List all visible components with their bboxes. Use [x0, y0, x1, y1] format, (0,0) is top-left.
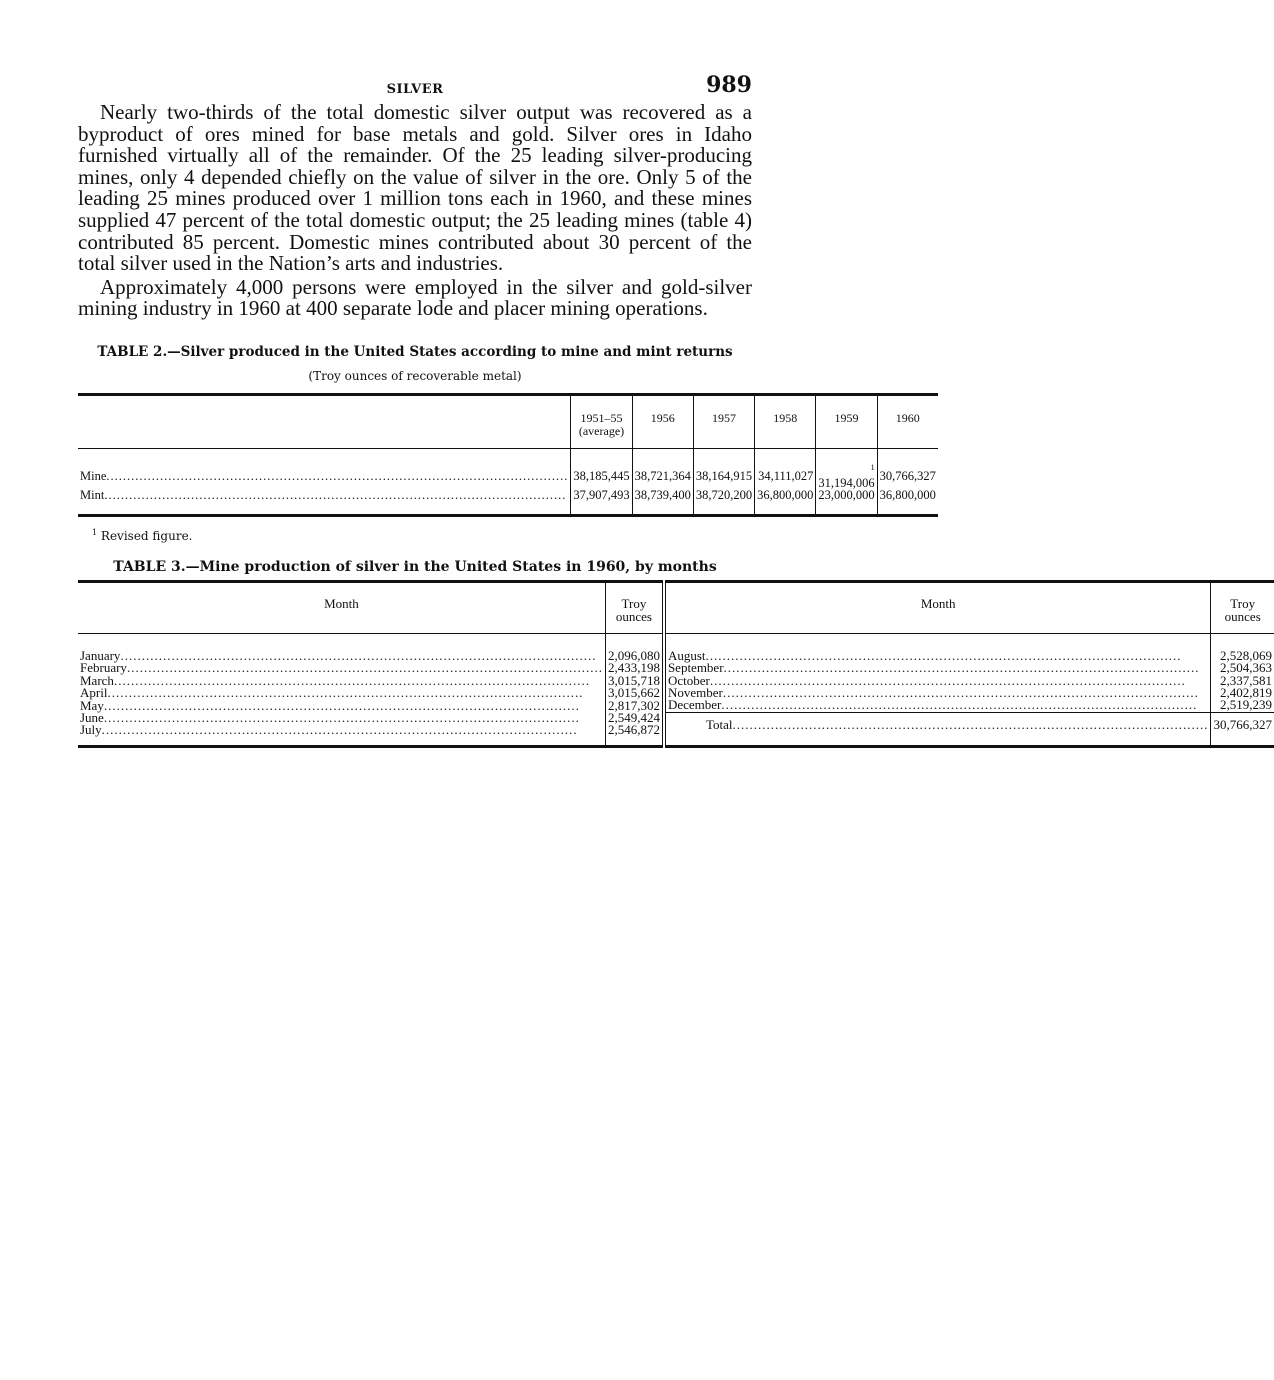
row-label: Mint .....: [80, 489, 568, 501]
table-cell: 38,164,915: [693, 448, 754, 489]
total-value: 30,766,327: [1211, 712, 1274, 746]
table2-subcaption: (Troy ounces of recoverable metal): [308, 368, 522, 383]
table-cell: 38,720,200: [693, 489, 754, 516]
table-cell: 23,000,000: [816, 489, 877, 516]
table-cell: 2,433,198: [605, 662, 664, 674]
table-cell: 2,549,424: [605, 712, 664, 724]
table3-header-ounces: Troy ounces: [1211, 582, 1274, 634]
table-row: [78, 634, 1274, 663]
running-title: SILVER: [386, 82, 444, 97]
table-cell: 2,337,581: [1211, 675, 1274, 687]
table-cell: 2,519,239: [1211, 699, 1274, 712]
row-label: Mine .....: [80, 470, 568, 482]
table-cell: 2,528,069: [1211, 634, 1274, 663]
table2-header-col: 1959: [816, 394, 877, 448]
month-label: November .....: [668, 687, 1209, 699]
month-label: January .....: [80, 650, 603, 662]
table2-header-blank: [78, 394, 571, 448]
table-cell: 2,546,872: [605, 724, 664, 746]
table3-header-month: Month: [664, 582, 1211, 634]
table-cell: 36,800,000: [877, 489, 938, 516]
table3-caption: TABLE 3.—Mine production of silver in the United States in 1960, by months: [113, 559, 717, 576]
month-label: December .....: [668, 699, 1209, 711]
table-cell: 38,185,445: [571, 448, 632, 489]
table-cell: 37,907,493: [571, 489, 632, 516]
table-row: [78, 448, 938, 489]
table2-header-col: 1958: [755, 394, 816, 448]
footnote-marker: 1: [870, 462, 875, 472]
table3-header-month: Month: [78, 582, 605, 634]
running-head: [78, 70, 752, 102]
table-cell: 3,015,662: [605, 687, 664, 699]
table-cell: 30,766,327: [877, 448, 938, 489]
month-label: June .....: [80, 712, 603, 724]
table3-header-ounces: Troy ounces: [605, 582, 664, 634]
table2-header-col: 1956: [632, 394, 693, 448]
month-label: April .....: [80, 687, 603, 699]
table2-footnote: [92, 528, 752, 543]
table-cell: 2,096,080: [605, 634, 664, 663]
table3: [78, 580, 1274, 748]
month-label: March .....: [80, 675, 603, 687]
table2-caption: TABLE 2.—Silver produced in the United States according to mine and mint returns: [97, 343, 733, 360]
table-cell: 2,504,363: [1211, 662, 1274, 674]
month-label: July .....: [80, 724, 603, 736]
table-cell: 38,721,364: [632, 448, 693, 489]
month-label: February .....: [80, 662, 603, 674]
page-number: 989: [706, 72, 752, 98]
total-label: Total .....: [668, 719, 1209, 731]
month-label: September .....: [668, 662, 1209, 674]
month-label: August .....: [668, 650, 1209, 662]
footnote-marker: 1: [92, 528, 98, 538]
table-row: [78, 489, 938, 516]
table-cell: 31,194,006: [818, 476, 875, 491]
table-cell: 2,817,302: [605, 699, 664, 712]
table-cell: 38,739,400: [632, 489, 693, 516]
document-page: [78, 70, 1272, 748]
table2-header-col: 1957: [693, 394, 754, 448]
table2: [78, 393, 938, 517]
table-cell: 34,111,027: [755, 448, 816, 489]
table-cell: 3,015,718: [605, 675, 664, 687]
paragraph-2: Approximately 4,000 persons were employed in the silver and gold-silver mining industry in 1960 at 400 separate lode and placer mining operations.: [78, 274, 752, 321]
table2-header-col: 1960: [877, 394, 938, 448]
month-label: October .....: [668, 675, 1209, 687]
footnote-text: Revised figure.: [100, 529, 193, 544]
table-cell: 2,402,819: [1211, 687, 1274, 699]
table-cell: 36,800,000: [755, 489, 816, 516]
paragraph-1: Nearly two-thirds of the total domestic silver output was recovered as a byproduct of ores mined for base metals and gold. Silver ores in Idaho furnished virtually all of the remainder. Of the 25 leading silver-producing mines, only 4 depended chiefly on the value of silver in the ore. Only 5 of the leading 25 mines produced over 1 million tons each in 1960, and these mines supplied 47 percent of the total domestic output; the 25 leading mines (table 4) contributed 85 percent. Domestic mines contributed about 30 percent of the total silver used in the Nation’s arts and industries.: [78, 100, 752, 276]
table2-header-col: 1951–55 (average): [571, 394, 632, 448]
month-label: May .....: [80, 700, 603, 712]
